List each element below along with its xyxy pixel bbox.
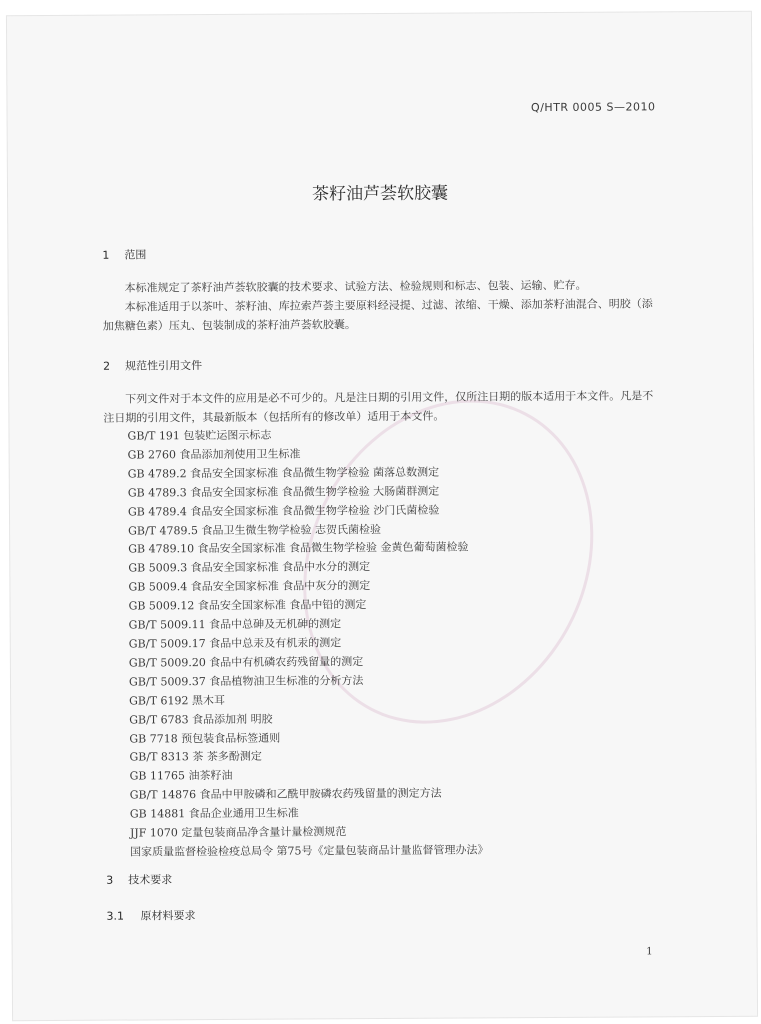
section-1-heading: [102, 246, 146, 262]
section-3-1-heading: [106, 907, 195, 924]
reference-list: [127, 425, 488, 862]
reference-item: GB 7718 预包装食品标签通则: [129, 731, 281, 746]
document-title: 茶籽油芦荟软胶囊: [311, 183, 449, 205]
section-2-heading: [103, 357, 202, 374]
document-code: Q/HTR 0005 S—2010: [530, 100, 656, 115]
reference-item: GB 4789.10 食品安全国家标准 食品微生物学检验 金黄色葡萄菌检验: [128, 540, 469, 556]
document-page: [7, 12, 757, 1021]
reference-item: GB 4789.4 食品安全国家标准 食品微生物学检验 沙门氏菌检验: [127, 503, 440, 519]
reference-item: GB/T 5009.20 食品中有机磷农药残留量的测定: [128, 654, 364, 670]
section-title: 规范性引用文件: [125, 359, 203, 373]
reference-item: 国家质量监督检验检疫总局令 第75号《定量包装商品计量监督管理办法》: [130, 843, 489, 859]
reference-item: GB/T 6192 黑木耳: [129, 693, 226, 708]
section-3-heading: [106, 871, 172, 887]
reference-item: GB/T 8313 茶 茶多酚测定: [129, 750, 262, 764]
reference-item: GB 5009.12 食品安全国家标准 食品中铅的测定: [128, 598, 367, 613]
scope-paragraph-2: 本标准适用于以茶叶、茶籽油、库拉索芦荟主要原料经浸提、过滤、浓缩、干燥、添加茶籽油混合、明胶（添加焦糖色素）压丸、包装制成的茶籽油芦荟软胶囊。: [102, 297, 653, 333]
reference-item: GB 5009.3 食品安全国家标准 食品中水分的测定: [128, 560, 371, 575]
normative-references-intro: 下列文件对于本文件的应用是必不可少的。凡是注日期的引用文件，仅所注日期的版本适用于本文件。凡是不注日期的引用文件，其最新版本（包括所有的修改单）适用于本文件。: [103, 389, 654, 425]
reference-item: GB/T 4789.5 食品卫生微生物学检验 志贺氏菌检验: [128, 522, 382, 538]
section-title: 原材料要求: [140, 909, 196, 923]
section-title: 技术要求: [128, 873, 173, 887]
reference-item: GB/T 6783 食品添加剂 明胶: [129, 712, 273, 727]
section-title: 范围: [124, 248, 147, 262]
section-number: 3.1: [106, 909, 124, 923]
section-number: 1: [102, 248, 110, 262]
reference-item: JJF 1070 定量包装商品净含量计量检测规范: [129, 825, 347, 840]
reference-item: GB 4789.3 食品安全国家标准 食品微生物学检验 大肠菌群测定: [127, 484, 440, 500]
reference-item: GB 4789.2 食品安全国家标准 食品微生物学检验 菌落总数测定: [127, 465, 440, 481]
reference-item: GB/T 191 包装贮运图示标志: [127, 428, 272, 443]
reference-item: GB 14881 食品企业通用卫生标准: [129, 806, 299, 821]
page-number: 1: [646, 946, 653, 958]
reference-item: GB 5009.4 食品安全国家标准 食品中灰分的测定: [128, 579, 371, 594]
section-number: 3: [106, 873, 114, 887]
reference-item: GB 2760 食品添加剂使用卫生标准: [127, 447, 301, 462]
scope-paragraph-1: 本标准规定了茶籽油芦荟软胶囊的技术要求、试验方法、检验规则和标志、包装、运输、贮存。: [124, 278, 587, 295]
reference-item: GB/T 14876 食品中甲胺磷和乙酰甲胺磷农药残留量的测定方法: [129, 786, 442, 802]
reference-item: GB 11765 油茶籽油: [129, 769, 233, 783]
section-number: 2: [103, 359, 111, 373]
reference-item: GB/T 5009.37 食品植物油卫生标准的分析方法: [128, 673, 364, 689]
reference-item: GB/T 5009.17 食品中总汞及有机汞的测定: [128, 636, 342, 651]
reference-item: GB/T 5009.11 食品中总砷及无机砷的测定: [128, 617, 342, 632]
